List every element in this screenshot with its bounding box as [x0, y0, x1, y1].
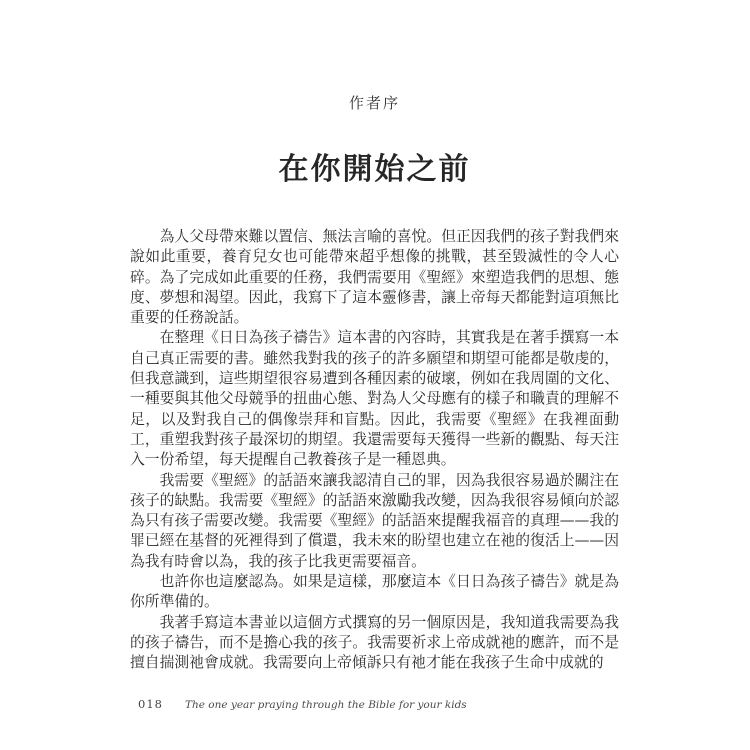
paragraph-4: 也許你也這麼認為。如果是這樣，那麼這本《日日為孩子禱告》就是為你所準備的。 [130, 573, 619, 611]
section-label: 作者序 [348, 94, 400, 112]
running-title: The one year praying through the Bible for your kids [184, 699, 467, 711]
paragraph-2: 在整理《日日為孩子禱告》這本書的內容時，其實我是在著手撰寫一本自己真正需要的書。雖然我對我的孩子的許多願望和期望可能都是敬虔的，但我意識到，這些期望很容易遭到各種因素的破壞，例如在我周圍的文化、一種要與其他父母競爭的扭曲心態、對為人父母應有的樣子和職責的理解不足，以及對我自己的偶像崇拜和盲點。因此，我需要《聖經》在我裡面動工，重塑我對孩子最深切的期望。我還需要每天獲得一些新的觀點、每天注入一份希望，每天提醒自己教養孩子是一種恩典。 [130, 329, 619, 469]
page-footer [138, 697, 467, 711]
body-text [130, 227, 619, 674]
paragraph-1: 為人父母帶來難以置信、無法言喻的喜悅。但正因我們的孩子對我們來說如此重要，養育兒女也可能帶來超乎想像的挑戰，甚至毀滅性的令人心碎。為了完成如此重要的任務，我們需要用《聖經》來塑造我們的思想、態度、夢想和渴望。因此，我寫下了這本靈修書，讓上帝每天都能對這項無比重要的任務說話。 [130, 228, 619, 327]
page-number: 018 [138, 697, 163, 711]
paragraph-3: 我需要《聖經》的話語來讓我認清自己的罪，因為我很容易過於關注在孩子的缺點。我需要《聖經》的話語來激勵我改變，因為我很容易傾向於認為只有孩子需要改變。我需要《聖經》的話語來提醒我福音的真理——我的罪已經在基督的死裡得到了償還，我未來的盼望也建立在祂的復活上——因為我有時會以為，我的孩子比我更需要福音。 [130, 471, 619, 570]
page-title: 在你開始之前 [278, 152, 471, 188]
paragraph-5: 我著手寫這本書並以這個方式撰寫的另一個原因是，我知道我需要為我的孩子禱告，而不是擔心我的孩子。我需要祈求上帝成就祂的應許，而不是擅自揣測祂會成就。我需要向上帝傾訴只有祂才能在我孩子生命中成就的 [130, 613, 619, 672]
